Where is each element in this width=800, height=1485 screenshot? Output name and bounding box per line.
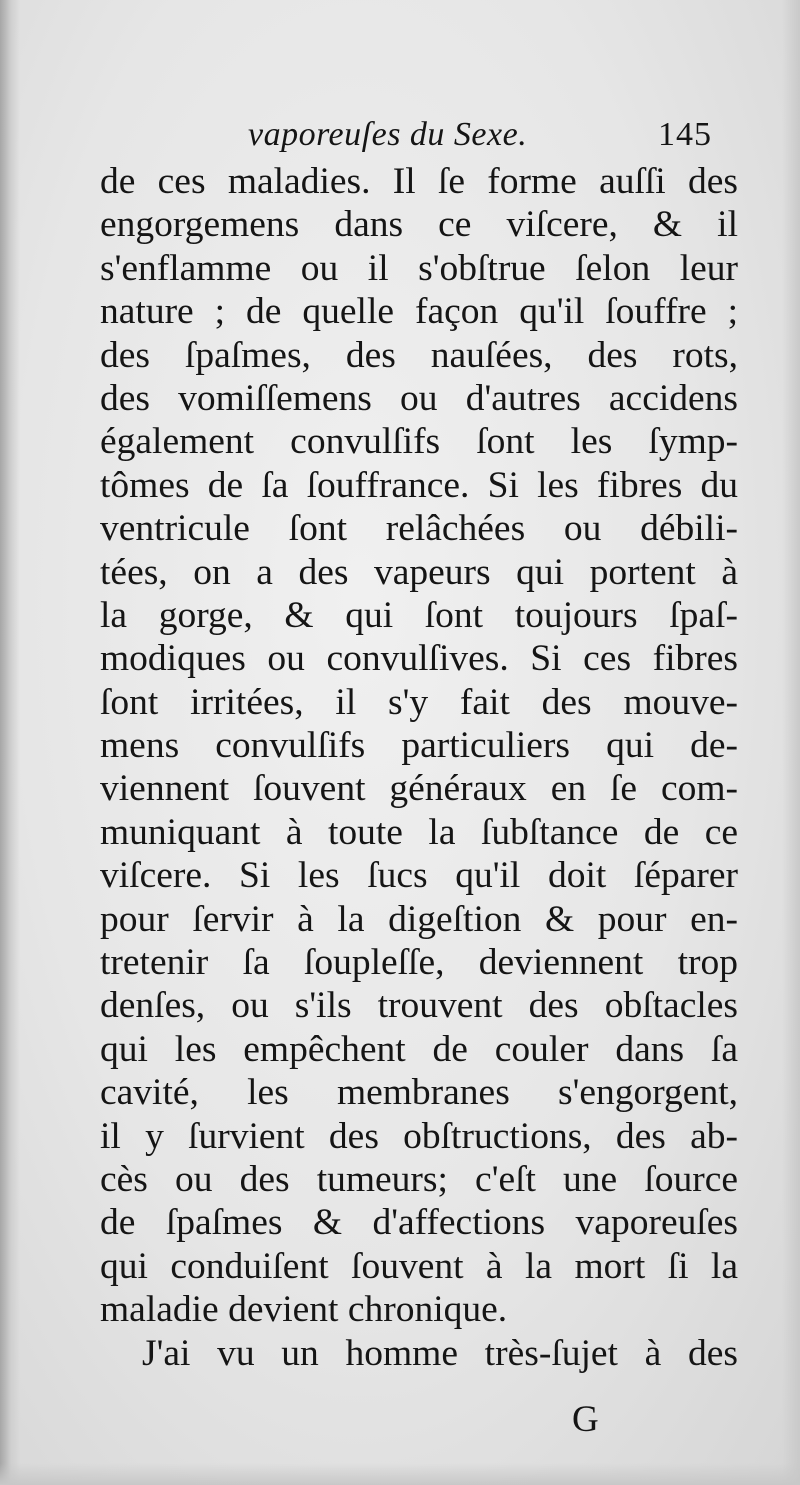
text-line: denſes, ou s'ils trouvent des obſtacles bbox=[100, 985, 738, 1027]
text-line: muniquant à toute la ſubſtance de ce bbox=[100, 811, 738, 853]
text-line: pour ſervir à la digeſtion & pour en- bbox=[100, 898, 738, 940]
text-line: également convulſifs ſont les ſymp- bbox=[100, 421, 738, 463]
text-line: des ſpaſmes, des nauſées, des rots, bbox=[100, 334, 738, 376]
binding-shadow bbox=[0, 0, 20, 1485]
text-line: nature ; de quelle façon qu'il ſouffre ; bbox=[100, 291, 738, 333]
text-line: cès ou des tumeurs; c'eſt une ſource bbox=[100, 1158, 738, 1200]
paragraph-start-line: J'ai vu un homme très-ſujet à des bbox=[142, 1332, 738, 1374]
text-line: viſcere. Si les ſucs qu'il doit ſéparer bbox=[100, 855, 738, 897]
text-line: mens convulſifs particuliers qui de- bbox=[100, 725, 738, 767]
text-line: de ſpaſmes & d'affections vaporeuſes bbox=[100, 1202, 738, 1244]
text-line: s'enflamme ou il s'obſtrue ſelon leur bbox=[100, 247, 738, 289]
text-line: tômes de ſa ſouffrance. Si les fibres du bbox=[100, 464, 738, 506]
bottom-edge-shadow bbox=[0, 1463, 800, 1485]
text-line: la gorge, & qui ſont toujours ſpaſ- bbox=[100, 594, 738, 636]
text-line: qui conduiſent ſouvent à la mort ſi la bbox=[100, 1245, 738, 1287]
paragraph-end-line: maladie devient chronique. bbox=[100, 1289, 508, 1331]
body-text bbox=[100, 160, 738, 1375]
text-line: ventricule ſont relâchées ou débili- bbox=[100, 508, 738, 550]
text-line: qui les empêchent de couler dans ſa bbox=[100, 1028, 738, 1070]
text-line: cavité, les membranes s'engorgent, bbox=[100, 1072, 738, 1114]
signature-mark: G bbox=[572, 1399, 599, 1440]
text-line: il y ſurvient des obſtructions, des ab- bbox=[100, 1115, 738, 1157]
running-title: vaporeuſes du Sexe. bbox=[248, 116, 528, 153]
text-line: modiques ou convulſives. Si ces fibres bbox=[100, 638, 738, 680]
page-number: 145 bbox=[658, 116, 712, 153]
text-line: ſont irritées, il s'y fait des mouve- bbox=[100, 681, 738, 723]
text-line: des vomiſſemens ou d'autres accidens bbox=[100, 377, 738, 419]
text-line: de ces maladies. Il ſe forme auſſi des bbox=[100, 161, 738, 202]
text-line: tretenir ſa ſoupleſſe, deviennent trop bbox=[100, 942, 738, 984]
text-line: engorgemens dans ce viſcere, & il bbox=[100, 204, 738, 246]
page-edge-shadow bbox=[782, 0, 800, 1485]
text-line: viennent ſouvent généraux en ſe com- bbox=[100, 768, 738, 810]
text-line: tées, on a des vapeurs qui portent à bbox=[100, 551, 738, 593]
